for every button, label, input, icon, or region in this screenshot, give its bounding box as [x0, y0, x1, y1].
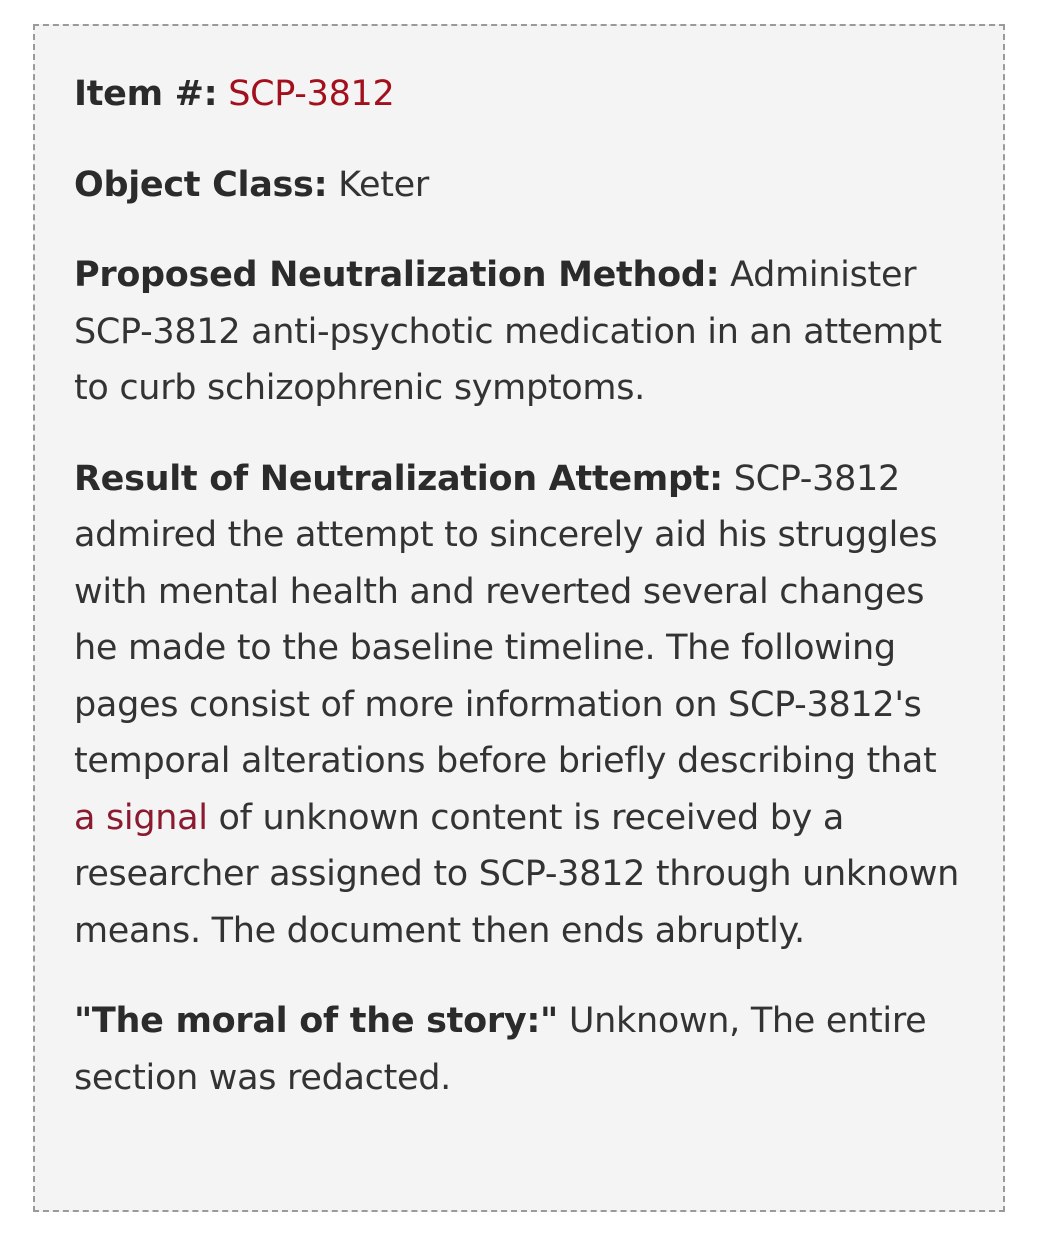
proposed-method-paragraph [74, 247, 965, 417]
signal-link[interactable]: a signal [74, 797, 208, 838]
item-label: Item #: [74, 74, 218, 114]
result-text-before-link: SCP-3812 admired the attempt to sincerely aid his struggles with mental health and reverted several changes he made to the baseline timeline. The following pages consist of more information on SCP-3812's temporal alterations before briefly describing that [74, 458, 938, 781]
object-class-label: Object Class: [74, 164, 328, 205]
result-text-after-link: of unknown content is received by a researcher assigned to SCP-3812 through unknown means. The document then ends abruptly. [74, 797, 960, 951]
object-class-value: Keter [338, 164, 429, 205]
result-paragraph [74, 451, 965, 960]
item-number-link[interactable]: SCP-3812 [228, 74, 395, 114]
proposed-method-text: Administer SCP-3812 anti-psychotic medication in an attempt to curb schizophrenic symptoms. [74, 255, 942, 408]
result-label: Result of Neutralization Attempt: [74, 458, 723, 499]
item-line [74, 66, 965, 123]
object-class-line [74, 157, 965, 214]
moral-text: Unknown, The entire section was redacted. [74, 1001, 927, 1098]
moral-label: "The moral of the story:" [74, 1001, 558, 1041]
moral-paragraph [74, 993, 965, 1106]
document-box [33, 24, 1005, 1212]
proposed-method-label: Proposed Neutralization Method: [74, 255, 720, 295]
